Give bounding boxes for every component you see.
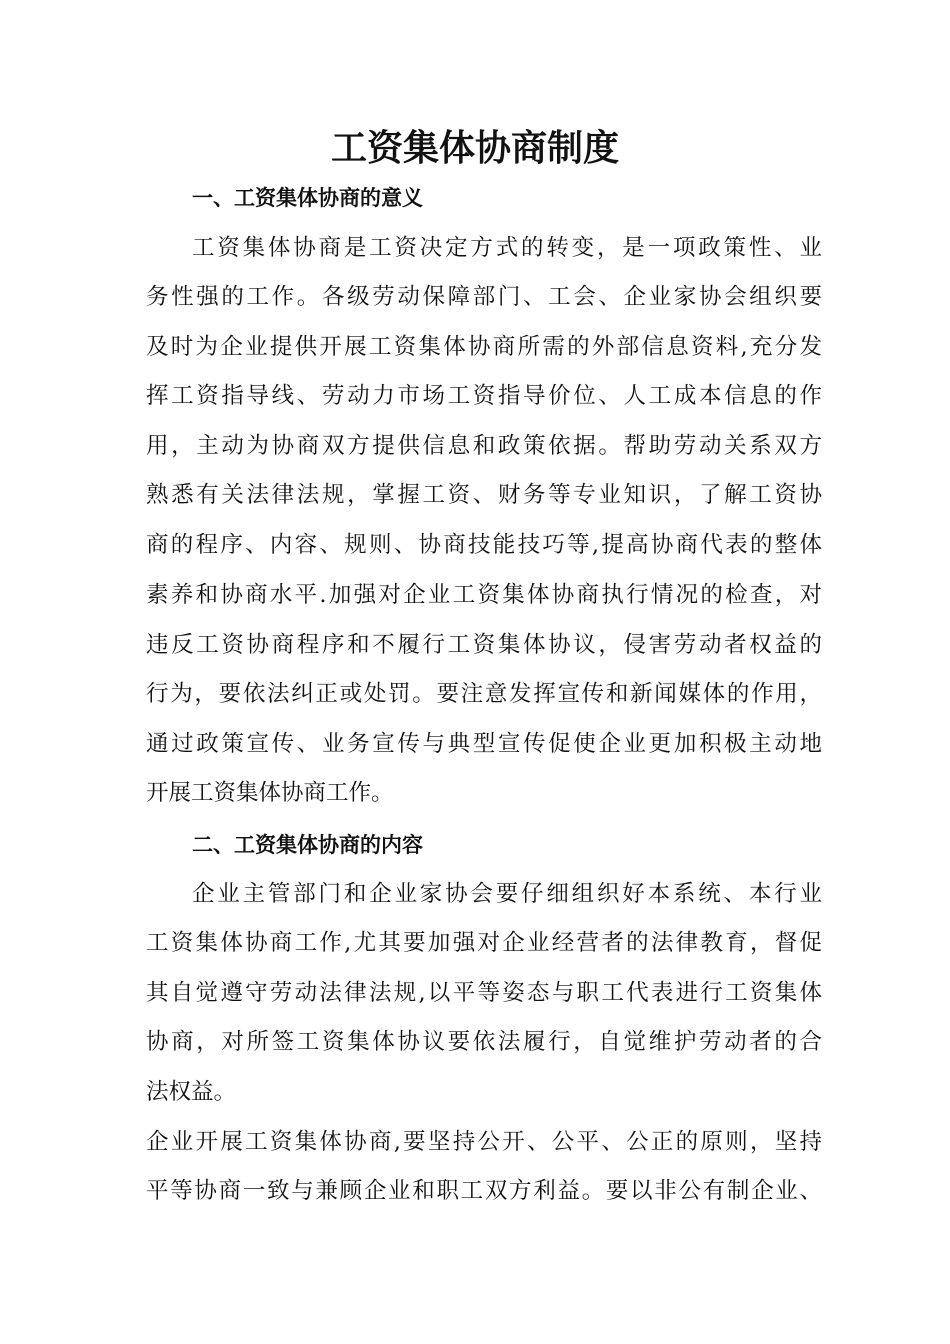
paragraph-line: 开展工资集体协商工作。: [146, 780, 394, 806]
paragraph-line: 其自觉遵守劳动法律法规,以平等姿态与职工代表进行工资集体: [146, 980, 822, 1006]
paragraph-line: 企业开展工资集体协商,要坚持公开、公平、公正的原则，坚持: [146, 1129, 822, 1155]
paragraph-line: 熟悉有关法律法规，掌握工资、财务等专业知识，了解工资协: [146, 482, 822, 508]
paragraph-line: 素养和协商水平.加强对企业工资集体协商执行情况的检查，对: [146, 582, 822, 608]
paragraph-line: 平等协商一致与兼顾企业和职工双方利益。要以非公有制企业、: [146, 1178, 822, 1204]
paragraph-line: 行为，要依法纠正或处罚。要注意发挥宣传和新闻媒体的作用，: [146, 681, 822, 707]
paragraph-line: 工资集体协商工作,尤其要加强对企业经营者的法律教育，督促: [146, 930, 822, 956]
paragraph-line: 工资集体协商是工资决定方式的转变，是一项政策性、业: [192, 235, 822, 261]
paragraph-line: 通过政策宣传、业务宣传与典型宣传促使企业更加积极主动地: [146, 731, 822, 757]
paragraph-line: 挥工资指导线、劳动力市场工资指导价位、人工成本信息的作: [146, 383, 822, 409]
section-heading-content: 二、工资集体协商的内容: [192, 833, 423, 857]
paragraph-line: 违反工资协商程序和不履行工资集体协议，侵害劳动者权益的: [146, 632, 822, 658]
document-title: 工资集体协商制度: [330, 127, 619, 169]
paragraph-line: 用，主动为协商双方提供信息和政策依据。帮助劳动关系双方: [146, 433, 822, 459]
paragraph-line: 企业主管部门和企业家协会要仔细组织好本系统、本行业: [192, 881, 822, 907]
paragraph-line: 务性强的工作。各级劳动保障部门、工会、企业家协会组织要: [146, 284, 822, 310]
paragraph-line: 协商，对所签工资集体协议要依法履行，自觉维护劳动者的合: [146, 1029, 822, 1055]
paragraph-line: 商的程序、内容、规则、协商技能技巧等,提高协商代表的整体: [146, 532, 822, 558]
section-heading-significance: 一、工资集体协商的意义: [192, 186, 423, 210]
paragraph-line: 法权益。: [146, 1079, 237, 1105]
paragraph-line: 及时为企业提供开展工资集体协商所需的外部信息资料,充分发: [146, 334, 822, 360]
